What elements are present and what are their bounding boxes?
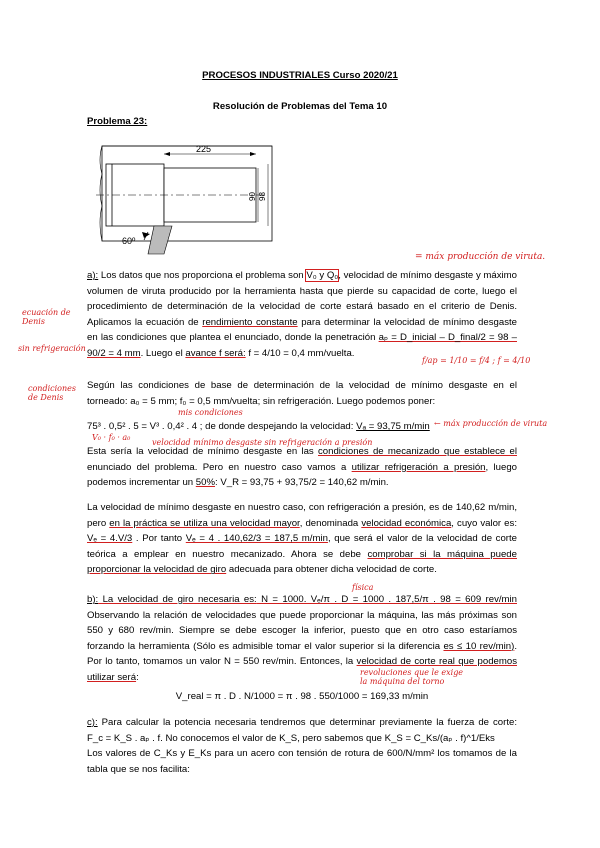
dim-length: 225 [196,144,212,154]
refrigeration-paragraph: Esta sería la velocidad de mínimo desgaste en las condiciones de mecanizado que establece el enunciado del problema. Pero en nuestro caso vamos a utilizar refrigeración a presión, luego podemos incrementar un 50%: V_R = 93,75 + 93,75/2 = 140,62 m/min. [87,446,517,489]
avance-label: avance f será: [185,347,246,359]
velocity-result: Vₐ = 93,75 m/min [356,421,430,432]
annotation-under-eq: V₀ · f₀ · a₀ [92,433,131,442]
annotation-top-right: = máx producción de viruta. [415,252,546,262]
annotation-right-eq: ← máx producción de viruta [434,419,548,428]
course-title: PROCESOS INDUSTRIALES Curso 2020/21 [202,70,398,81]
rendimiento-constante: rendimiento constante [202,316,298,328]
part-a-paragraph: a): Los datos que nos proporciona el problema son V₀ y Q₀, velocidad de mínimo desgaste y máximo volumen de viruta producido por la herramienta hasta que pierde su capacidad de corte, luego el procedimiento de determinación de la velocidad de corte estará basado en el criterio de Denis. Aplicamos la ecuación de rendimiento constante para determinar la velocidad de mínimo desgaste en las condiciones que plantea el enunciado, donde la penetración aₚ = D_inicial – D_final/2 = 98 – 90/2 = 4 mm. Luego el avance f será: f = 4/10 = 0,4 mm/vuelta. [87,270,518,359]
equation-denis: 75³ . 0,5² . 5 = V³ . 0,4² . 4 ; de donde despejando la velocidad: Vₐ = 93,75 m/min [87,421,430,432]
given-vars: V₀ y Q₀ [306,270,339,281]
lathe-figure [92,140,282,255]
annotation-under-eq2: velocidad mínimo desgaste sin refrigeración a presión [152,438,373,447]
annotation-over-eq: mis condiciones [178,408,243,417]
dim-d1: 90 [248,192,257,201]
avance-value: f = 4/10 = 0,4 mm/vuelta. [245,347,355,359]
annotation-revoluciones: revoluciones que le exige la máquina del torno [360,668,464,686]
economic-velocity-paragraph: La velocidad de mínimo desgaste en nuestro caso, con refrigeración a presión, es de 140,62 m/min, pero en la práctica se utiliza una velocidad mayor, denominada velocidad económica, cuyo valor es: Vₑ = 4.V/3 . Por tanto Vₑ = 4 . 140,62/3 = 187,5 m/min, que será el valor de la velocidad de corte teórica a emplear en nuestro mecanizado. Ahora se debe comprobar si la máquina puede proporcionar la velocidad de giro adecuada para obtener dicha velocidad de corte. [87,502,517,576]
problem-label: Problema 23: [87,116,148,127]
annotation-fraction: f/ap = 1/10 = f/4 ; f = 4/10 [422,356,531,365]
real-velocity-result: V_real = π . D . N/1000 = π . 98 . 550/1000 = 169,33 m/min [175,691,429,702]
part-b-paragraph: b): La velocidad de giro necesaria es: N = 1000. Vₑ/π . D = 1000 . 187,5/π . 98 = 609 rev/min Observando la relación de velocidades que puede proporcionar la máquina, las más próximas son 550 y 680 rev/min. Siempre se debe escoger la inferior, puesto que en otro caso estaríamos forzando la herramienta (Sólo es admisible tomar el valor superior si la diferencia es ≤ 10 rev/min). Por lo tanto, tomamos un valor N = 550 rev/min. Entonces, la velocidad de corte real que podemos utilizar será: [87,594,518,683]
dim-d2: 98 [258,192,267,201]
annotation-left-denis: ecuación de Denis [22,308,71,326]
annotation-left-sinref: sin refrigeración [18,344,86,353]
part-c-label: c): [87,717,98,728]
rpm-formula: N = 1000. Vₑ/π . D = 1000 . 187,5/π . 98 = 609 rev/min [256,594,517,605]
part-c-paragraph: c): Para calcular la potencia necesaria tendremos que determinar previamente la fuerza de corte: F_c = K_S . aₚ . f. No conocemos el valor de K_S, pero sabemos que K_S = C_Ks/(aₚ . f)^1/Eks [87,717,517,744]
part-c-paragraph-2: Los valores de C_Ks y E_Ks para un acero con tensión de rotura de 600/N/mm² los tomamos de la tabla que se nos facilita: [87,748,517,775]
annotation-fisica: física [352,583,374,592]
part-a-label: a): [87,270,99,281]
penetration-formula: aₚ = D_inicial – D_final/2 = 98 – 90/2 = 4 mm [87,332,517,359]
subtitle: Resolución de Problemas del Tema 10 [212,101,388,112]
dim-angle: 60º [122,236,136,246]
annotation-left-cond: condiciones de Denis [28,384,76,402]
part-b-label: b): [87,594,99,605]
base-conditions-paragraph: Según las condiciones de base de determinación de la velocidad de mínimo desgaste en el torneado: a₀ = 5 mm; f₀ = 0,5 mm/vuelta; sin refrigeración. Luego podemos poner: [87,380,517,407]
